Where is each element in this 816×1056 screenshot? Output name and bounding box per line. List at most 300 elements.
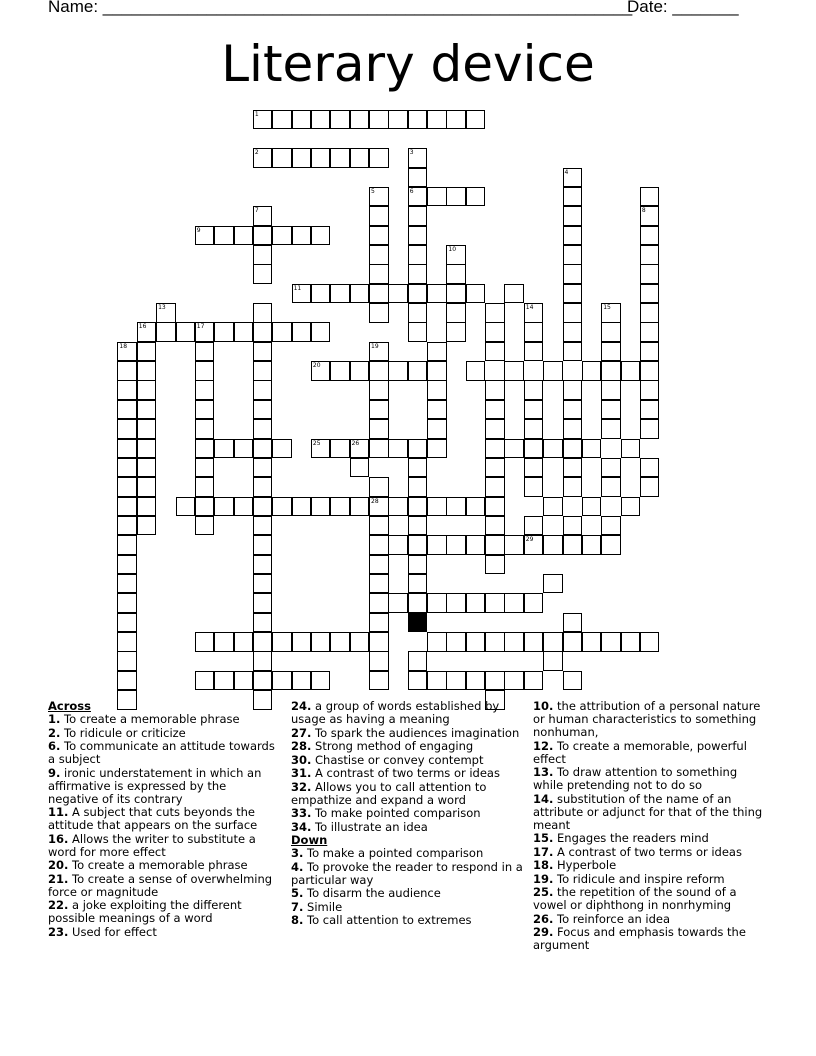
grid-cell[interactable] (369, 671, 389, 691)
grid-cell[interactable] (601, 458, 621, 478)
grid-cell[interactable] (253, 380, 273, 400)
grid-cell[interactable] (485, 342, 505, 362)
grid-cell[interactable] (466, 284, 486, 304)
grid-cell[interactable] (563, 477, 583, 497)
grid-cell[interactable] (253, 458, 273, 478)
grid-cell[interactable] (330, 361, 350, 381)
grid-cell[interactable] (137, 361, 157, 381)
grid-cell[interactable] (369, 477, 389, 497)
grid-cell[interactable] (137, 439, 157, 459)
grid-cell[interactable] (214, 497, 234, 517)
grid-cell[interactable] (330, 148, 350, 168)
grid-cell[interactable] (563, 342, 583, 362)
grid-cell[interactable] (311, 497, 331, 517)
grid-cell[interactable] (504, 284, 524, 304)
grid-cell[interactable] (640, 458, 660, 478)
grid-cell[interactable] (195, 458, 215, 478)
grid-cell[interactable] (137, 516, 157, 536)
grid-cell[interactable] (601, 400, 621, 420)
grid-cell[interactable] (117, 671, 137, 691)
grid-cell[interactable] (195, 361, 215, 381)
grid-cell[interactable] (369, 380, 389, 400)
grid-cell[interactable] (234, 439, 254, 459)
grid-cell[interactable] (369, 400, 389, 420)
grid-cell[interactable] (311, 361, 331, 381)
grid-cell[interactable] (563, 632, 583, 652)
grid-cell[interactable] (466, 497, 486, 517)
grid-cell[interactable] (582, 632, 602, 652)
grid-cell[interactable] (485, 516, 505, 536)
grid-cell[interactable] (369, 535, 389, 555)
grid-cell[interactable] (640, 477, 660, 497)
grid-cell[interactable] (117, 361, 137, 381)
grid-cell[interactable] (214, 322, 234, 342)
grid-cell[interactable] (582, 535, 602, 555)
grid-cell[interactable] (563, 264, 583, 284)
grid-cell[interactable] (350, 497, 370, 517)
grid-cell[interactable] (427, 187, 447, 207)
grid-cell[interactable] (117, 400, 137, 420)
grid-cell[interactable] (504, 671, 524, 691)
grid-cell[interactable] (601, 535, 621, 555)
grid-cell[interactable] (582, 497, 602, 517)
grid-cell[interactable] (253, 593, 273, 613)
grid-cell[interactable] (253, 613, 273, 633)
grid-cell[interactable] (621, 497, 641, 517)
grid-cell[interactable] (485, 439, 505, 459)
grid-cell[interactable] (369, 303, 389, 323)
grid-cell[interactable] (408, 303, 428, 323)
grid-cell[interactable] (446, 303, 466, 323)
grid-cell[interactable] (408, 593, 428, 613)
grid-cell[interactable] (524, 380, 544, 400)
grid-cell[interactable] (524, 632, 544, 652)
grid-cell[interactable] (582, 361, 602, 381)
grid-cell[interactable] (292, 497, 312, 517)
grid-cell[interactable] (543, 632, 563, 652)
grid-cell[interactable] (272, 439, 292, 459)
grid-cell[interactable] (524, 516, 544, 536)
grid-cell[interactable] (446, 632, 466, 652)
grid-cell[interactable] (117, 477, 137, 497)
grid-cell[interactable] (485, 303, 505, 323)
grid-cell[interactable] (311, 226, 331, 246)
grid-cell[interactable] (408, 187, 428, 207)
grid-cell[interactable] (543, 535, 563, 555)
grid-cell[interactable] (137, 458, 157, 478)
grid-cell[interactable] (524, 439, 544, 459)
grid-cell[interactable] (446, 110, 466, 130)
grid-cell[interactable] (408, 535, 428, 555)
grid-cell[interactable] (524, 458, 544, 478)
grid-cell[interactable] (195, 632, 215, 652)
grid-cell[interactable] (446, 497, 466, 517)
grid-cell[interactable] (640, 303, 660, 323)
grid-cell[interactable] (563, 516, 583, 536)
grid-cell[interactable] (214, 671, 234, 691)
grid-cell[interactable] (427, 419, 447, 439)
grid-cell[interactable] (369, 110, 389, 130)
grid-cell[interactable] (504, 361, 524, 381)
grid-cell[interactable] (446, 535, 466, 555)
grid-cell[interactable] (601, 342, 621, 362)
grid-cell[interactable] (640, 361, 660, 381)
grid-cell[interactable] (524, 303, 544, 323)
grid-cell[interactable] (117, 574, 137, 594)
grid-cell[interactable] (446, 593, 466, 613)
grid-cell[interactable] (117, 342, 137, 362)
grid-cell[interactable] (621, 439, 641, 459)
grid-cell[interactable] (601, 322, 621, 342)
grid-cell[interactable] (601, 380, 621, 400)
grid-cell[interactable] (640, 226, 660, 246)
grid-cell[interactable] (485, 497, 505, 517)
grid-cell[interactable] (253, 361, 273, 381)
grid-cell[interactable] (369, 574, 389, 594)
grid-cell[interactable] (137, 497, 157, 517)
grid-cell[interactable] (117, 516, 137, 536)
grid-cell[interactable] (117, 419, 137, 439)
grid-cell[interactable] (388, 110, 408, 130)
grid-cell[interactable] (427, 671, 447, 691)
grid-cell[interactable] (408, 226, 428, 246)
grid-cell[interactable] (408, 168, 428, 188)
grid-cell[interactable] (292, 632, 312, 652)
grid-cell[interactable] (117, 497, 137, 517)
grid-cell[interactable] (388, 593, 408, 613)
grid-cell[interactable] (330, 110, 350, 130)
grid-cell[interactable] (253, 555, 273, 575)
grid-cell[interactable] (485, 458, 505, 478)
grid-cell[interactable] (408, 516, 428, 536)
grid-cell[interactable] (330, 439, 350, 459)
grid-cell[interactable] (117, 535, 137, 555)
grid-cell[interactable] (369, 264, 389, 284)
grid-cell[interactable] (253, 671, 273, 691)
grid-cell[interactable] (195, 380, 215, 400)
grid-cell[interactable] (350, 148, 370, 168)
grid-cell[interactable] (446, 322, 466, 342)
grid-cell[interactable] (214, 226, 234, 246)
grid-cell[interactable] (234, 671, 254, 691)
grid-cell[interactable] (621, 632, 641, 652)
grid-cell[interactable] (408, 497, 428, 517)
grid-cell[interactable] (253, 632, 273, 652)
grid-cell[interactable] (214, 439, 234, 459)
grid-cell[interactable] (640, 206, 660, 226)
grid-cell[interactable] (311, 671, 331, 691)
grid-cell[interactable] (292, 671, 312, 691)
grid-cell[interactable] (485, 535, 505, 555)
grid-cell[interactable] (350, 284, 370, 304)
grid-cell[interactable] (563, 284, 583, 304)
grid-cell[interactable] (446, 671, 466, 691)
grid-cell[interactable] (350, 439, 370, 459)
grid-cell[interactable] (485, 555, 505, 575)
grid-cell[interactable] (408, 361, 428, 381)
grid-cell[interactable] (369, 593, 389, 613)
grid-cell[interactable] (214, 632, 234, 652)
grid-cell[interactable] (563, 671, 583, 691)
grid-cell[interactable] (253, 245, 273, 265)
grid-cell[interactable] (524, 342, 544, 362)
grid-cell[interactable] (485, 380, 505, 400)
grid-cell[interactable] (272, 632, 292, 652)
grid-cell[interactable] (427, 342, 447, 362)
grid-cell[interactable] (640, 632, 660, 652)
grid-cell[interactable] (408, 245, 428, 265)
grid-cell[interactable] (427, 380, 447, 400)
grid-cell[interactable] (408, 439, 428, 459)
grid-cell[interactable] (640, 419, 660, 439)
grid-cell[interactable] (408, 458, 428, 478)
grid-cell[interactable] (311, 148, 331, 168)
grid-cell[interactable] (137, 477, 157, 497)
grid-cell[interactable] (137, 419, 157, 439)
grid-cell[interactable] (253, 322, 273, 342)
grid-cell[interactable] (369, 651, 389, 671)
grid-cell[interactable] (601, 419, 621, 439)
grid-cell[interactable] (563, 322, 583, 342)
grid-cell[interactable] (563, 380, 583, 400)
grid-cell[interactable] (640, 342, 660, 362)
grid-cell[interactable] (253, 574, 273, 594)
grid-cell[interactable] (369, 187, 389, 207)
grid-cell[interactable] (640, 380, 660, 400)
grid-cell[interactable] (369, 284, 389, 304)
grid-cell[interactable] (195, 477, 215, 497)
grid-cell[interactable] (350, 458, 370, 478)
grid-cell[interactable] (311, 110, 331, 130)
grid-cell[interactable] (543, 574, 563, 594)
grid-cell[interactable] (253, 651, 273, 671)
grid-cell[interactable] (408, 110, 428, 130)
grid-cell[interactable] (272, 671, 292, 691)
grid-cell[interactable] (117, 380, 137, 400)
grid-cell[interactable] (369, 555, 389, 575)
grid-cell[interactable] (640, 322, 660, 342)
grid-cell[interactable] (253, 439, 273, 459)
grid-cell[interactable] (195, 322, 215, 342)
grid-cell[interactable] (369, 516, 389, 536)
grid-cell[interactable] (195, 342, 215, 362)
grid-cell[interactable] (369, 226, 389, 246)
grid-cell[interactable] (408, 264, 428, 284)
grid-cell[interactable] (195, 226, 215, 246)
grid-cell[interactable] (117, 632, 137, 652)
grid-cell[interactable] (640, 187, 660, 207)
grid-cell[interactable] (195, 439, 215, 459)
grid-cell[interactable] (524, 535, 544, 555)
grid-cell[interactable] (388, 284, 408, 304)
grid-cell[interactable] (563, 439, 583, 459)
grid-cell[interactable] (466, 361, 486, 381)
grid-cell[interactable] (234, 322, 254, 342)
grid-cell[interactable] (388, 361, 408, 381)
date-field[interactable]: Date: _______ (627, 0, 739, 16)
grid-cell[interactable] (369, 497, 389, 517)
grid-cell[interactable] (272, 110, 292, 130)
grid-cell[interactable] (485, 419, 505, 439)
grid-cell[interactable] (427, 284, 447, 304)
grid-cell[interactable] (601, 303, 621, 323)
grid-cell[interactable] (601, 632, 621, 652)
grid-cell[interactable] (253, 535, 273, 555)
grid-cell[interactable] (311, 284, 331, 304)
grid-cell[interactable] (330, 497, 350, 517)
grid-cell[interactable] (640, 245, 660, 265)
grid-cell[interactable] (504, 535, 524, 555)
grid-cell[interactable] (350, 632, 370, 652)
grid-cell[interactable] (272, 497, 292, 517)
grid-cell[interactable] (369, 206, 389, 226)
grid-cell[interactable] (369, 613, 389, 633)
grid-cell[interactable] (485, 477, 505, 497)
grid-cell[interactable] (601, 361, 621, 381)
grid-cell[interactable] (427, 593, 447, 613)
grid-cell[interactable] (582, 439, 602, 459)
grid-cell[interactable] (408, 322, 428, 342)
grid-cell[interactable] (408, 671, 428, 691)
grid-cell[interactable] (563, 400, 583, 420)
grid-cell[interactable] (195, 400, 215, 420)
grid-cell[interactable] (543, 651, 563, 671)
grid-cell[interactable] (504, 593, 524, 613)
grid-cell[interactable] (292, 226, 312, 246)
grid-cell[interactable] (485, 632, 505, 652)
grid-cell[interactable] (446, 264, 466, 284)
name-field[interactable]: Name: ________________________________________________________ (48, 0, 633, 16)
grid-cell[interactable] (253, 148, 273, 168)
grid-cell[interactable] (176, 322, 196, 342)
grid-cell[interactable] (117, 593, 137, 613)
grid-cell[interactable] (640, 400, 660, 420)
grid-cell[interactable] (253, 342, 273, 362)
grid-cell[interactable] (485, 671, 505, 691)
grid-cell[interactable] (427, 497, 447, 517)
grid-cell[interactable] (408, 574, 428, 594)
grid-cell[interactable] (253, 477, 273, 497)
grid-cell[interactable] (195, 419, 215, 439)
grid-cell[interactable] (563, 303, 583, 323)
grid-cell[interactable] (408, 284, 428, 304)
grid-cell[interactable] (408, 148, 428, 168)
grid-cell[interactable] (446, 245, 466, 265)
grid-cell[interactable] (524, 322, 544, 342)
grid-cell[interactable] (117, 439, 137, 459)
grid-cell[interactable] (524, 671, 544, 691)
grid-cell[interactable] (504, 632, 524, 652)
grid-cell[interactable] (117, 613, 137, 633)
grid-cell[interactable] (640, 264, 660, 284)
grid-cell[interactable] (369, 632, 389, 652)
grid-cell[interactable] (369, 419, 389, 439)
grid-cell[interactable] (234, 497, 254, 517)
grid-cell[interactable] (272, 322, 292, 342)
grid-cell[interactable] (253, 303, 273, 323)
grid-cell[interactable] (156, 303, 176, 323)
grid-cell[interactable] (524, 593, 544, 613)
grid-cell[interactable] (311, 322, 331, 342)
grid-cell[interactable] (292, 148, 312, 168)
grid-cell[interactable] (563, 245, 583, 265)
grid-cell[interactable] (485, 593, 505, 613)
grid-cell[interactable] (601, 477, 621, 497)
grid-cell[interactable] (466, 187, 486, 207)
grid-cell[interactable] (427, 439, 447, 459)
grid-cell[interactable] (137, 322, 157, 342)
grid-cell[interactable] (408, 477, 428, 497)
grid-cell[interactable] (253, 264, 273, 284)
grid-cell[interactable] (543, 439, 563, 459)
grid-cell[interactable] (408, 555, 428, 575)
grid-cell[interactable] (524, 419, 544, 439)
grid-cell[interactable] (466, 593, 486, 613)
grid-cell[interactable] (137, 400, 157, 420)
grid-cell[interactable] (388, 497, 408, 517)
grid-cell[interactable] (272, 148, 292, 168)
grid-cell[interactable] (272, 226, 292, 246)
grid-cell[interactable] (137, 342, 157, 362)
grid-cell[interactable] (563, 226, 583, 246)
grid-cell[interactable] (117, 458, 137, 478)
grid-cell[interactable] (234, 226, 254, 246)
grid-cell[interactable] (311, 632, 331, 652)
grid-cell[interactable] (563, 458, 583, 478)
grid-cell[interactable] (563, 187, 583, 207)
grid-cell[interactable] (524, 477, 544, 497)
grid-cell[interactable] (563, 206, 583, 226)
grid-cell[interactable] (466, 535, 486, 555)
grid-cell[interactable] (253, 110, 273, 130)
grid-cell[interactable] (253, 419, 273, 439)
grid-cell[interactable] (369, 439, 389, 459)
grid-cell[interactable] (330, 632, 350, 652)
grid-cell[interactable] (563, 419, 583, 439)
grid-cell[interactable] (543, 361, 563, 381)
grid-cell[interactable] (446, 284, 466, 304)
grid-cell[interactable] (601, 516, 621, 536)
grid-cell[interactable] (253, 226, 273, 246)
grid-cell[interactable] (195, 497, 215, 517)
grid-cell[interactable] (156, 322, 176, 342)
grid-cell[interactable] (408, 651, 428, 671)
grid-cell[interactable] (446, 187, 466, 207)
grid-cell[interactable] (253, 206, 273, 226)
grid-cell[interactable] (427, 361, 447, 381)
grid-cell[interactable] (117, 555, 137, 575)
grid-cell[interactable] (369, 342, 389, 362)
grid-cell[interactable] (369, 148, 389, 168)
grid-cell[interactable] (388, 439, 408, 459)
grid-cell[interactable] (137, 380, 157, 400)
grid-cell[interactable] (292, 284, 312, 304)
grid-cell[interactable] (369, 361, 389, 381)
grid-cell[interactable] (466, 671, 486, 691)
grid-cell[interactable] (369, 245, 389, 265)
grid-cell[interactable] (543, 497, 563, 517)
grid-cell[interactable] (117, 651, 137, 671)
grid-cell[interactable] (524, 400, 544, 420)
grid-cell[interactable] (408, 206, 428, 226)
grid-cell[interactable] (640, 284, 660, 304)
grid-cell[interactable] (563, 168, 583, 188)
grid-cell[interactable] (292, 110, 312, 130)
grid-cell[interactable] (388, 535, 408, 555)
grid-cell[interactable] (176, 497, 196, 517)
grid-cell[interactable] (234, 632, 254, 652)
grid-cell[interactable] (195, 516, 215, 536)
